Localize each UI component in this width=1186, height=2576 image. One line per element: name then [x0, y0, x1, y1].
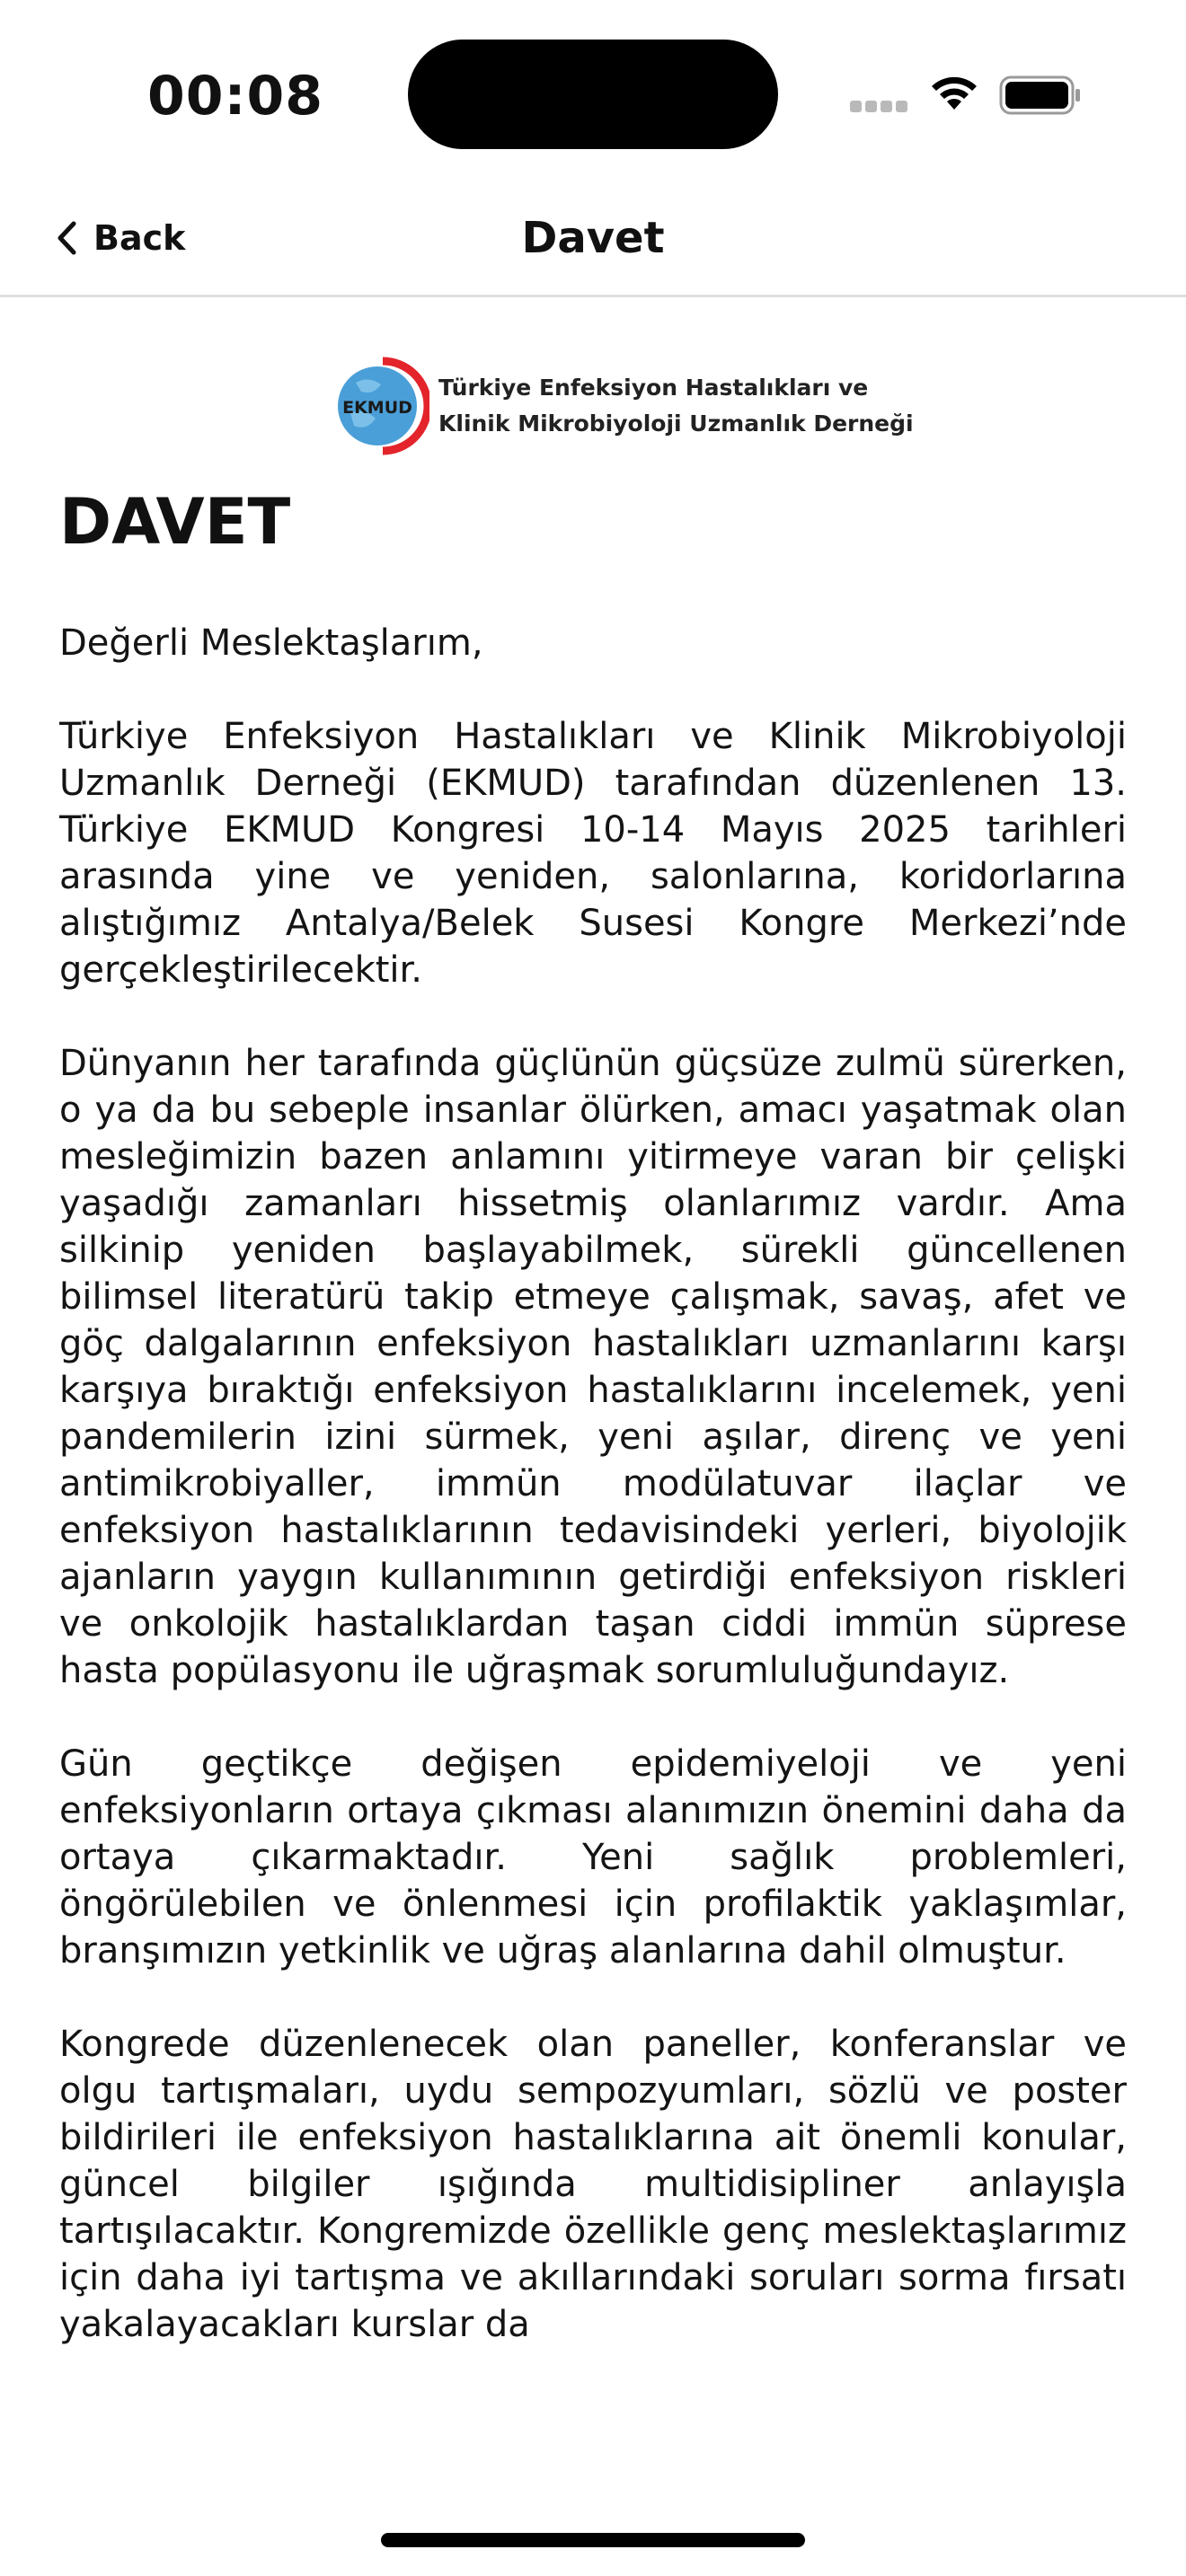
status-time: 00:08	[147, 65, 323, 128]
svg-text:EKMUD: EKMUD	[342, 398, 412, 418]
association-name-line-1: Türkiye Enfeksiyon Hastalıkları ve	[438, 375, 869, 401]
dynamic-island	[408, 40, 778, 149]
page-title: Davet	[521, 213, 665, 263]
status-bar	[0, 0, 1186, 180]
paragraph-2: Dünyanın her tarafında güçlünün güçsüze zulmü sürerken, o ya da bu sebeple insanlar ölürken, amacı yaşatmak olan mesleğimizin bazen anlamını yitirmeye varan bir çelişki yaşadığı zamanları hissetmiş olanlarımız vardır. Ama silkinip yeniden başlayabilmek, sürekli güncellenen bilimsel literatürü takip etmeye çalışmak, savaş, afet ve göç dalgalarının enfeksiyon hastalıkları uzmanlarını karşı karşıya bıraktığı enfeksiyon hastalıklarını incelemek, yeni pandemilerin izini sürmek, yeni aşılar, direnç ve yeni antimikrobiyaller, immün modülatuvar ilaçlar ve enfeksiyon hastalıklarının tedavisindeki yerleri, biyolojik ajanların yaygın kullanımının getirdiği enfeksiyon riskleri ve onkolojik hastalıklardan taşan ciddi immün süprese hasta popülasyonu ile uğraşmak sorumluluğundayız.	[59, 1043, 1127, 1691]
battery-icon	[999, 75, 1082, 115]
invitation-body	[59, 620, 1127, 2395]
association-logo	[329, 356, 914, 456]
wifi-icon	[929, 72, 979, 111]
home-indicator[interactable]	[381, 2533, 805, 2547]
paragraph-4: Kongrede düzenlenecek olan paneller, konferanslar ve olgu tartışmaları, uydu sempozyumları, sözlü ve poster bildirileri ile enfeksiyon hastalıklarına ait önemli konular, güncel bilgiler ışığında multidisipliner anlayışla tartışılacaktır. Kongremizde özellikle genç meslektaşlarımız için daha iyi tartışma ve akıllarındaki soruları sorma fırsatı yakalayacakları kurslar da	[59, 2024, 1127, 2345]
paragraph-1: Türkiye Enfeksiyon Hastalıkları ve Klinik Mikrobiyoloji Uzmanlık Derneği (EKMUD) tarafından düzenlenen 13. Türkiye EKMUD Kongresi 10-14 Mayıs 2025 tarihleri arasında yine ve yeniden, salonlarına, koridorlarına alıştığımız Antalya/Belek Susesi Kongre Merkezi’nde gerçekleştirilecektir.	[59, 716, 1127, 991]
back-label: Back	[93, 218, 186, 258]
cellular-signal-icon	[850, 101, 907, 113]
ekmud-logo-icon	[329, 356, 429, 456]
association-name	[438, 370, 914, 442]
association-name-line-2: Klinik Mikrobiyoloji Uzmanlık Derneği	[438, 410, 914, 437]
navigation-bar	[0, 180, 1186, 297]
greeting: Değerli Meslektaşlarım,	[59, 622, 483, 664]
paragraph-3: Gün geçtikçe değişen epidemiyeloji ve yeni enfeksiyonların ortaya çıkması alanımızın önemini daha da ortaya çıkarmaktadır. Yeni sağlık problemleri, öngörülebilen ve önlenmesi için profilaktik yaklaşımlar, branşımızın yetkinlik ve uğraş alanlarına dahil olmuştur.	[59, 1743, 1127, 1972]
invitation-content[interactable]	[59, 296, 1127, 2475]
document-heading: DAVET	[59, 485, 291, 559]
